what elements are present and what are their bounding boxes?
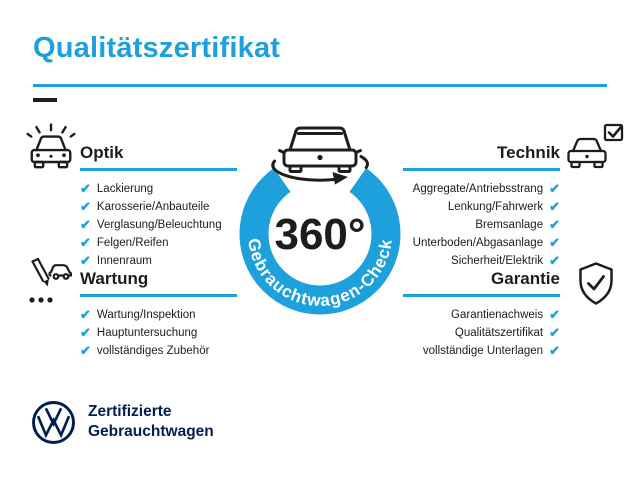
title-underline xyxy=(33,84,607,87)
checklist-item-label: Bremsanlage xyxy=(475,218,544,231)
checklist-item-label: Unterboden/Abgasanlage xyxy=(412,236,544,249)
checklist-item xyxy=(403,306,560,324)
section-optik xyxy=(80,143,237,270)
checklist-item xyxy=(80,180,237,198)
checklist-item xyxy=(80,342,237,360)
section-garantie-items xyxy=(403,306,560,360)
checklist-item xyxy=(403,234,560,252)
check-icon: ✔ xyxy=(549,253,560,268)
checklist-item-label: Qualitätszertifikat xyxy=(454,326,544,339)
car-front-headlights-icon xyxy=(25,123,77,175)
check-icon: ✔ xyxy=(80,199,91,214)
checklist-item xyxy=(80,252,237,270)
badge-degrees: 360° xyxy=(274,210,366,259)
badge-ring-text: Gebrauchtwagen-Check xyxy=(243,236,396,311)
footer-brand-text xyxy=(88,402,214,441)
check-icon: ✔ xyxy=(549,181,560,196)
check-icon: ✔ xyxy=(549,325,560,340)
check-icon: ✔ xyxy=(549,307,560,322)
check-icon: ✔ xyxy=(80,181,91,196)
check-icon: ✔ xyxy=(80,253,91,268)
checklist-item-label: vollständige Unterlagen xyxy=(422,344,544,357)
checklist-item-label: Lenkung/Fahrwerk xyxy=(447,200,544,213)
checklist-item xyxy=(80,198,237,216)
checklist-item xyxy=(403,252,560,270)
check-icon: ✔ xyxy=(549,217,560,232)
footer-brand-line1: Zertifizierte xyxy=(88,403,172,420)
checklist-item xyxy=(403,216,560,234)
section-wartung-items xyxy=(80,306,237,360)
checklist-item-label: Verglasung/Beleuchtung xyxy=(96,218,222,231)
checklist-item xyxy=(403,324,560,342)
checklist-item-label: Innenraum xyxy=(96,254,152,267)
shield-check-icon xyxy=(572,260,620,310)
section-technik xyxy=(403,143,560,270)
section-technik-underline xyxy=(403,168,560,171)
section-wartung xyxy=(80,269,237,360)
checklist-item-label: Hauptuntersuchung xyxy=(96,326,198,339)
check-icon: ✔ xyxy=(80,307,91,322)
check-icon: ✔ xyxy=(549,343,560,358)
section-optik-title: Optik xyxy=(80,143,124,162)
check-icon: ✔ xyxy=(80,343,91,358)
check-icon: ✔ xyxy=(80,325,91,340)
checklist-item-label: Lackierung xyxy=(96,182,154,195)
pencil-checklist-car-icon xyxy=(24,257,74,307)
check-icon: ✔ xyxy=(549,235,560,250)
checklist-item xyxy=(403,342,560,360)
check-icon: ✔ xyxy=(80,217,91,232)
section-optik-underline xyxy=(80,168,237,171)
checklist-item-label: Aggregate/Antriebsstrang xyxy=(412,182,544,195)
checklist-item-label: Felgen/Reifen xyxy=(96,236,169,249)
section-optik-items xyxy=(80,180,237,270)
section-garantie xyxy=(403,269,560,360)
checklist-item xyxy=(403,198,560,216)
360-check-badge xyxy=(227,116,413,324)
checklist-item xyxy=(80,234,237,252)
checklist-item-label: Sicherheit/Elektrik xyxy=(451,254,544,267)
section-garantie-title: Garantie xyxy=(491,269,560,288)
page-title: Qualitätszertifikat xyxy=(33,32,281,64)
section-wartung-title: Wartung xyxy=(80,269,149,288)
vw-logo xyxy=(30,399,77,446)
checklist-item xyxy=(80,306,237,324)
car-with-checkbox-icon xyxy=(565,123,625,175)
check-icon: ✔ xyxy=(80,235,91,250)
footer-brand-line2: Gebrauchtwagen xyxy=(88,422,214,440)
section-wartung-underline xyxy=(80,294,237,297)
section-technik-title: Technik xyxy=(497,143,560,162)
checklist-item xyxy=(80,216,237,234)
check-icon: ✔ xyxy=(549,199,560,214)
checklist-item-label: Karosserie/Anbauteile xyxy=(96,200,210,213)
checklist-item xyxy=(80,324,237,342)
checklist-item-label: Garantienachweis xyxy=(451,308,544,321)
checklist-item xyxy=(403,180,560,198)
title-underline-accent xyxy=(33,98,57,102)
section-garantie-underline xyxy=(403,294,560,297)
checklist-item-label: Wartung/Inspektion xyxy=(96,308,196,321)
checklist-item-label: vollständiges Zubehör xyxy=(96,344,210,357)
section-technik-items xyxy=(403,180,560,270)
